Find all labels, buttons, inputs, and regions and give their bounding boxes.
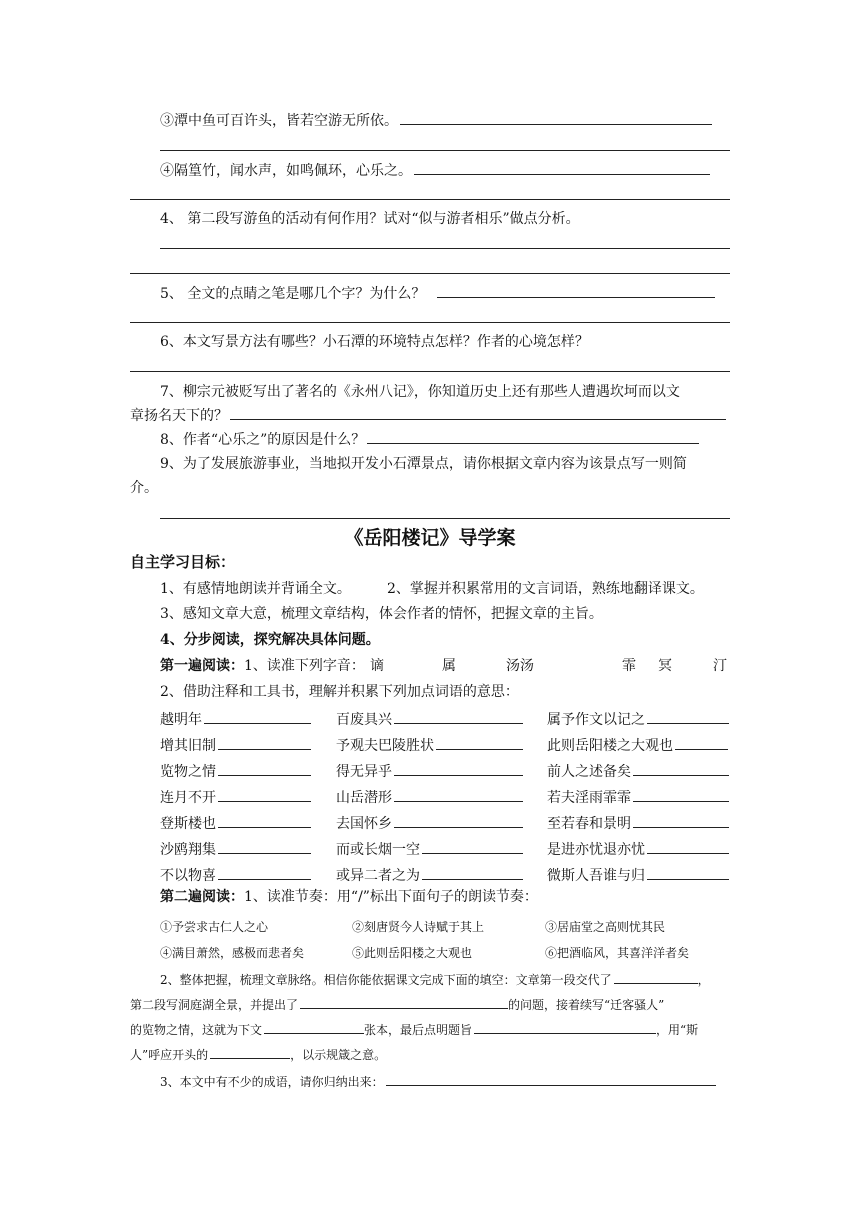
rhythm-3: ③居庙堂之高则忧其民 [545,920,666,934]
pron-char-5: 冥 [658,658,672,674]
vocab-item [160,761,311,781]
answer-line[interactable] [437,283,715,298]
answer-blank[interactable] [394,813,523,828]
answer-blank[interactable] [218,787,311,802]
question-4: 4、 第二段写游鱼的活动有何作用？试对“似与游者相乐”做点分析。 [160,211,580,227]
vocab-item [160,813,311,833]
answer-line[interactable] [386,1073,716,1086]
q3b-text: 3、本文中有不少的成语，请你归纳出来： [160,1075,384,1089]
goal-1: 1、有感情地朗读并背诵全文。 [160,581,351,597]
question-2-line3 [130,1021,698,1038]
vocab-phrase: 属予作文以记之 [547,712,645,728]
q2-text-a: 2、整体把握，梳理文章脉络。相信你能依据课文完成下面的填空：文章第一段交代了 [160,973,612,987]
answer-blank[interactable] [647,865,729,880]
vocab-phrase: 是进亦忧退亦忧 [547,842,645,858]
q2-text-d: 的问题，接着续写“迁客骚人” [508,998,665,1012]
q2-text-i: ，以示规箴之意。 [290,1048,387,1062]
vocab-phrase: 至若春和景明 [547,816,631,832]
answer-line[interactable] [130,371,730,372]
vocab-item [336,709,523,729]
pron-char-1: 谪 [370,658,384,674]
question-7-line2 [130,405,726,425]
vocab-item [336,787,523,807]
vocab-item [547,813,729,833]
q3-item3-text: ③潭中鱼可百许头，皆若空游无所依。 [160,113,398,129]
answer-line[interactable] [160,150,730,151]
question-2-line1 [160,971,710,988]
answer-blank[interactable] [436,735,523,750]
question-8-text: 8、作者“心乐之”的原因是什么？ [160,432,366,448]
q2-text-g: ，用“斯 [656,1023,699,1037]
goal-4: 4、分步阅读，探究解决具体问题。 [160,632,380,648]
answer-blank[interactable] [394,787,523,802]
vocab-item [547,709,729,729]
vocab-phrase: 去国怀乡 [336,816,392,832]
rhythm-2: ②刻唐贤今人诗赋于其上 [352,920,485,934]
vocab-item [547,865,729,885]
vocab-item [547,761,729,781]
answer-blank[interactable] [647,709,729,724]
second-reading-label: 第二遍阅读： [160,889,244,905]
vocab-item [336,865,523,885]
vocab-phrase: 登斯楼也 [160,816,216,832]
vocab-phrase: 连月不开 [160,790,216,806]
answer-blank[interactable] [300,996,508,1009]
answer-blank[interactable] [218,865,311,880]
question-7-line1: 7、柳宗元被贬写出了著名的《永州八记》，你知道历史上还有那些人遭遇坎坷而以文 [160,384,680,400]
q2-text-f: 张本，最后点明题旨 [364,1023,473,1037]
vocab-item [336,813,523,833]
question-2-line2 [130,996,664,1013]
answer-blank[interactable] [264,1021,364,1034]
vocab-phrase: 得无异乎 [336,764,392,780]
vocab-phrase: 览物之情 [160,764,216,780]
answer-blank[interactable] [394,761,523,776]
vocab-phrase: 前人之述备矣 [547,764,631,780]
answer-line[interactable] [160,518,730,519]
answer-line[interactable] [160,248,730,249]
q3-item4-text: ④隔篁竹，闻水声，如鸣佩环，心乐之。 [160,163,412,179]
vocab-phrase: 山岳潜形 [336,790,392,806]
question-8 [160,429,699,449]
q3-item3 [160,110,712,130]
first-reading-task: 1、读准下列字音： [244,658,365,674]
question-9-line2: 介。 [130,480,158,496]
vocab-phrase: 而或长烟一空 [336,842,420,858]
question-7-line2-text: 章扬名天下的？ [130,408,228,424]
pron-char-3: 汤汤 [506,658,534,674]
answer-blank[interactable] [204,709,311,724]
vocab-phrase: 微斯人吾谁与归 [547,868,645,884]
vocab-item [547,735,728,755]
vocab-item [160,709,311,729]
vocab-phrase: 增其旧制 [160,738,216,754]
answer-blank[interactable] [218,761,311,776]
question-6: 6、本文写景方法有哪些？小石潭的环境特点怎样？作者的心境怎样？ [160,334,589,350]
vocab-item [336,839,523,859]
rhythm-1: ①予尝求古仁人之心 [160,920,269,934]
second-reading-row [160,886,538,906]
answer-blank[interactable] [614,971,698,984]
vocab-item [160,735,311,755]
first-reading-task2: 2、借助注释和工具书，理解并积累下列加点词语的意思： [160,684,519,700]
rhythm-4: ④满目萧然，感极而悲者矣 [160,946,305,960]
answer-line[interactable] [130,199,730,200]
q2-text-e: 的览物之情，这就为下文 [130,1023,263,1037]
answer-blank[interactable] [633,813,729,828]
vocab-item [336,735,523,755]
answer-blank[interactable] [218,735,311,750]
vocab-item [547,787,729,807]
question-5 [160,283,715,303]
answer-line[interactable] [130,273,730,274]
first-reading-row [160,655,365,675]
vocab-phrase: 百废具兴 [336,712,392,728]
q3-item4 [160,160,710,180]
answer-line[interactable] [400,110,712,125]
question-2-line4 [130,1046,386,1063]
goal-3: 3、感知文章大意，梳理文章结构，体会作者的情怀，把握文章的主旨。 [160,606,603,622]
answer-blank[interactable] [422,839,523,854]
answer-blank[interactable] [474,1021,656,1034]
second-reading-task: 1、读准节奏：用“/”标出下面句子的朗读节奏： [244,889,538,905]
q2-text-c: 第二段写洞庭湖全景，并提出了 [130,998,299,1012]
q2-text-h: 人”呼应开头的 [130,1048,209,1062]
goal-2: 2、掌握并积累常用的文言词语，熟练地翻译课文。 [387,581,704,597]
vocab-item [160,865,311,885]
vocab-phrase: 予观夫巴陵胜状 [336,738,434,754]
answer-blank[interactable] [675,735,728,750]
answer-blank[interactable] [633,761,729,776]
answer-blank[interactable] [210,1046,290,1059]
answer-line[interactable] [367,429,699,444]
answer-line[interactable] [230,405,726,420]
answer-blank[interactable] [218,839,311,854]
answer-line[interactable] [414,160,710,175]
answer-blank[interactable] [218,813,311,828]
goals-heading: 自主学习目标： [130,553,236,571]
question-9-line1: 9、为了发展旅游事业，当地拟开发小石潭景点，请你根据文章内容为该景点写一则简 [160,456,687,472]
vocab-phrase: 或异二者之为 [336,868,420,884]
vocab-phrase: 沙鸥翔集 [160,842,216,858]
first-reading-label: 第一遍阅读： [160,658,244,674]
q2-text-b: ， [697,973,710,987]
vocab-phrase: 此则岳阳楼之大观也 [547,738,673,754]
answer-line[interactable] [130,322,730,323]
answer-blank[interactable] [633,787,729,802]
vocab-phrase: 越明年 [160,712,202,728]
question-3b [160,1073,716,1090]
page-title: 《岳阳楼记》导学案 [344,527,516,549]
answer-blank[interactable] [647,839,729,854]
vocab-item [160,787,311,807]
vocab-item [547,839,729,859]
pron-char-2: 属 [442,658,456,674]
rhythm-6: ⑥把酒临风，其喜洋洋者矣 [545,946,690,960]
vocab-item [336,761,523,781]
vocab-phrase: 不以物喜 [160,868,216,884]
vocab-item [160,839,311,859]
pron-char-6: 汀 [713,658,727,674]
answer-blank[interactable] [422,865,523,880]
answer-blank[interactable] [394,709,523,724]
pron-char-4: 霏 [622,658,636,674]
vocab-phrase: 若夫淫雨霏霏 [547,790,631,806]
question-5-text: 5、 全文的点睛之笔是哪几个字？为什么？ [160,286,426,302]
rhythm-5: ⑤此则岳阳楼之大观也 [352,946,473,960]
